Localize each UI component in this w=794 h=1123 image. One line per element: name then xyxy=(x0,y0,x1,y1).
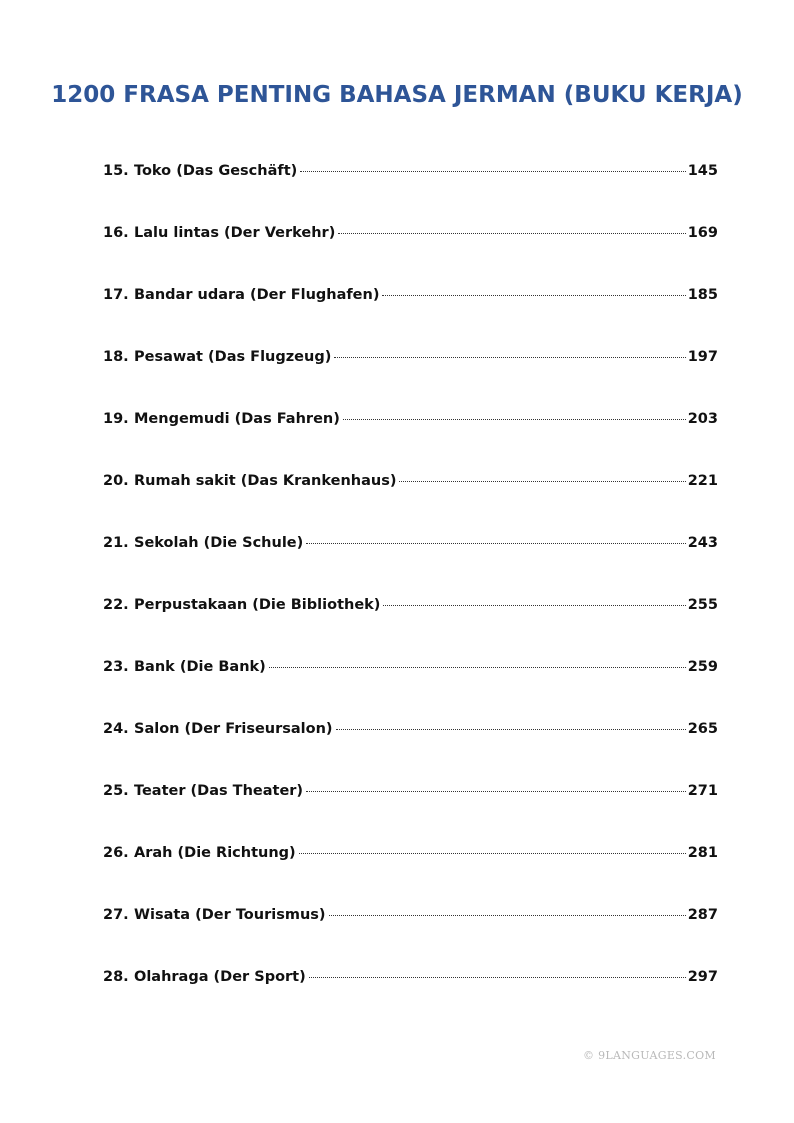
toc-label: Olahraga (Der Sport) xyxy=(134,969,306,985)
toc-entry[interactable] xyxy=(103,535,718,555)
toc-leader xyxy=(300,171,685,172)
toc-leader xyxy=(306,543,685,544)
toc-label: Mengemudi (Das Fahren) xyxy=(134,411,340,427)
toc-entry[interactable] xyxy=(103,969,718,989)
toc-leader xyxy=(382,295,685,296)
toc-number: 21. xyxy=(103,535,129,551)
toc-leader xyxy=(399,481,685,482)
toc-page-number: 145 xyxy=(687,163,718,179)
toc-label: Sekolah (Die Schule) xyxy=(134,535,304,551)
toc-leader xyxy=(343,419,686,420)
toc-entry[interactable] xyxy=(103,349,718,369)
toc-leader xyxy=(338,233,685,234)
toc-page-number: 221 xyxy=(687,473,718,489)
toc-entry[interactable] xyxy=(103,473,718,493)
toc-number: 16. xyxy=(103,225,129,241)
toc-label: Salon (Der Friseursalon) xyxy=(134,721,333,737)
toc-entry[interactable] xyxy=(103,411,718,431)
toc-number: 24. xyxy=(103,721,129,737)
copyright-footer: © 9LANGUAGES.COM xyxy=(583,1049,716,1062)
toc-label: Bank (Die Bank) xyxy=(134,659,266,675)
toc-label: Bandar udara (Der Flughafen) xyxy=(134,287,380,303)
toc-entry[interactable] xyxy=(103,845,718,865)
toc-label: Pesawat (Das Flugzeug) xyxy=(134,349,332,365)
toc-page-number: 203 xyxy=(687,411,718,427)
toc-label: Lalu lintas (Der Verkehr) xyxy=(134,225,336,241)
toc-leader xyxy=(299,853,686,854)
toc-leader xyxy=(269,667,686,668)
toc-page-number: 265 xyxy=(687,721,718,737)
toc-entry[interactable] xyxy=(103,163,718,183)
toc-number: 23. xyxy=(103,659,129,675)
toc-label: Toko (Das Geschäft) xyxy=(134,163,298,179)
toc-page-number: 197 xyxy=(687,349,718,365)
toc-label: Teater (Das Theater) xyxy=(134,783,304,799)
toc-label: Wisata (Der Tourismus) xyxy=(134,907,326,923)
toc-leader xyxy=(336,729,686,730)
toc-number: 17. xyxy=(103,287,129,303)
toc-number: 20. xyxy=(103,473,129,489)
toc-number: 25. xyxy=(103,783,129,799)
toc-number: 19. xyxy=(103,411,129,427)
toc-leader xyxy=(329,915,686,916)
toc-leader xyxy=(383,605,685,606)
toc-entry[interactable] xyxy=(103,597,718,617)
toc-page-number: 169 xyxy=(687,225,718,241)
toc-page-number: 297 xyxy=(687,969,718,985)
toc-number: 15. xyxy=(103,163,129,179)
toc-number: 18. xyxy=(103,349,129,365)
toc-leader xyxy=(334,357,685,358)
toc-page-number: 255 xyxy=(687,597,718,613)
toc-number: 27. xyxy=(103,907,129,923)
toc-label: Rumah sakit (Das Krankenhaus) xyxy=(134,473,397,489)
toc-entry[interactable] xyxy=(103,287,718,307)
toc-entry[interactable] xyxy=(103,907,718,927)
toc-page-number: 259 xyxy=(687,659,718,675)
toc-number: 28. xyxy=(103,969,129,985)
toc-leader xyxy=(306,791,686,792)
toc-entry[interactable] xyxy=(103,783,718,803)
toc-label: Perpustakaan (Die Bibliothek) xyxy=(134,597,381,613)
toc-entry[interactable] xyxy=(103,721,718,741)
toc-page-number: 271 xyxy=(687,783,718,799)
toc-entry[interactable] xyxy=(103,225,718,245)
toc-number: 26. xyxy=(103,845,129,861)
toc-entry[interactable] xyxy=(103,659,718,679)
toc-leader xyxy=(309,977,686,978)
toc-label: Arah (Die Richtung) xyxy=(134,845,296,861)
toc-page-number: 281 xyxy=(687,845,718,861)
toc-page-number: 185 xyxy=(687,287,718,303)
toc-number: 22. xyxy=(103,597,129,613)
page-title: 1200 FRASA PENTING BAHASA JERMAN (BUKU KERJA) xyxy=(51,82,743,108)
toc-page-number: 243 xyxy=(687,535,718,551)
toc-page-number: 287 xyxy=(687,907,718,923)
